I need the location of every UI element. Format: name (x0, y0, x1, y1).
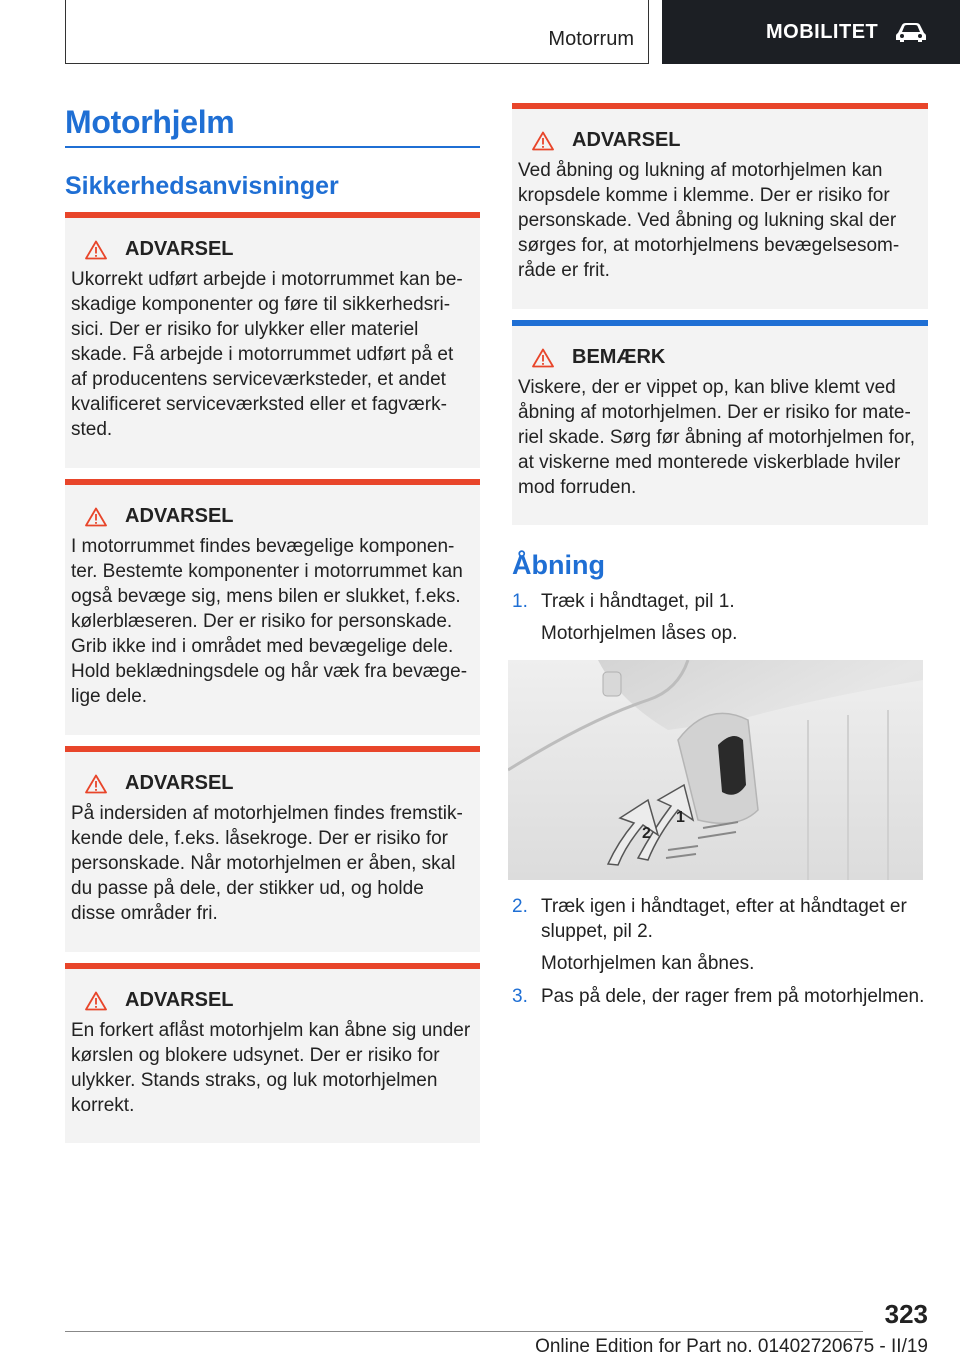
hood-release-photo (508, 660, 923, 880)
step-item (512, 984, 932, 1009)
header-section-box (65, 0, 649, 64)
note-label: BEMÆRK (572, 346, 666, 368)
step-item (512, 894, 932, 944)
note-header (518, 346, 920, 369)
warning-header (71, 505, 472, 528)
car-icon (894, 21, 928, 43)
warning-text: I motorrummet findes bevægelige komponen-ter. Bestemte komponenter i motorrummet kan også bevæge sig, mens bilen er slukket, f.eks. kølerblæseren. Der er risiko for personskade. Grib ikke ind i området med bevægelige dele. Hold beklædningsdele og hår væk fra bevæge-lige dele. (71, 536, 468, 707)
warning-triangle-icon (85, 507, 107, 527)
warning-box (65, 963, 480, 1143)
hood-release-illustration (508, 660, 923, 880)
note-triangle-icon (532, 348, 554, 368)
warning-box (65, 212, 480, 468)
warning-text: På indersiden af motorhjelmen findes fremstik-kende dele, f.eks. låsekroge. Der er risiko for personskade. Når motorhjelmen er åben, skal du passe på dele, der stikker ud, og holde disse områder fri. (71, 803, 463, 924)
warning-text: Ved åbning og lukning af motorhjelmen kan kropsdele komme i klemme. Der er risiko for personskade. Ved åbning og lukning skal der sørges for, at motorhjelmens bevægelsesom-råde er frit. (518, 160, 900, 281)
step-number: 1. (512, 591, 528, 612)
header-chapter-tab (662, 0, 960, 64)
step-number: 3. (512, 986, 528, 1007)
warning-label: ADVARSEL (125, 238, 234, 260)
footer-edition: Online Edition for Part no. 01402720675 - II/19 (535, 1336, 928, 1357)
title-rule (65, 146, 480, 148)
warning-label: ADVARSEL (125, 505, 234, 527)
step-result: Motorhjelmen låses op. (541, 623, 738, 644)
warning-box (65, 746, 480, 952)
page-number: 323 (884, 1299, 928, 1329)
step-result: Motorhjelmen kan åbnes. (541, 953, 755, 974)
arrow-label: 2 (642, 825, 651, 842)
header-section-title: Motorrum (548, 28, 634, 50)
arrow-label: 1 (676, 809, 685, 826)
warning-triangle-icon (85, 774, 107, 794)
warning-label: ADVARSEL (125, 772, 234, 794)
warning-triangle-icon (85, 991, 107, 1011)
note-text: Viskere, der er vippet op, kan blive klemt ved åbning af motorhjelmen. Der er risiko for mate-riel skade. Sørg før åbning af motorhjelmen for, at viskerne med monterede viskerblade hviler mod forruden. (518, 377, 916, 498)
warning-box (512, 103, 928, 309)
warning-triangle-icon (532, 131, 554, 151)
header-chapter-title: MOBILITET (766, 20, 879, 43)
note-box (512, 320, 928, 525)
step-text: Pas på dele, der rager frem på motorhjelmen. (541, 986, 925, 1007)
warning-text: En forkert aflåst motorhjelm kan åbne sig under kørslen og blokere udsynet. Der er risiko for ulykker. Stands straks, og luk motorhjelmen korrekt. (71, 1020, 471, 1116)
safety-heading: Sikkerhedsanvisninger (65, 172, 339, 200)
warning-header (71, 772, 472, 795)
page-title: Motorhjelm (65, 104, 235, 140)
warning-header (71, 989, 472, 1012)
opening-heading: Åbning (512, 550, 605, 580)
warning-triangle-icon (85, 240, 107, 260)
warning-text: Ukorrekt udført arbejde i motorrummet kan be-skadige komponenter og føre til sikkerhedsri-sici. Der er risiko for ulykker eller materiel skade. Få arbejde i motorrummet udført på et af producentens serviceværksteder, et andet kvalificeret serviceværksted eller et fagværk-sted. (71, 269, 463, 440)
step-text: Træk i håndtaget, pil 1. (541, 591, 735, 612)
warning-label: ADVARSEL (572, 129, 681, 151)
warning-label: ADVARSEL (125, 989, 234, 1011)
warning-box (65, 479, 480, 735)
warning-header (518, 129, 920, 152)
step-item (512, 589, 932, 614)
step-number: 2. (512, 896, 528, 917)
warning-header (71, 238, 472, 261)
footer-rule (65, 1331, 863, 1332)
step-text: Træk igen i håndtaget, efter at håndtaget er sluppet, pil 2. (541, 896, 907, 942)
